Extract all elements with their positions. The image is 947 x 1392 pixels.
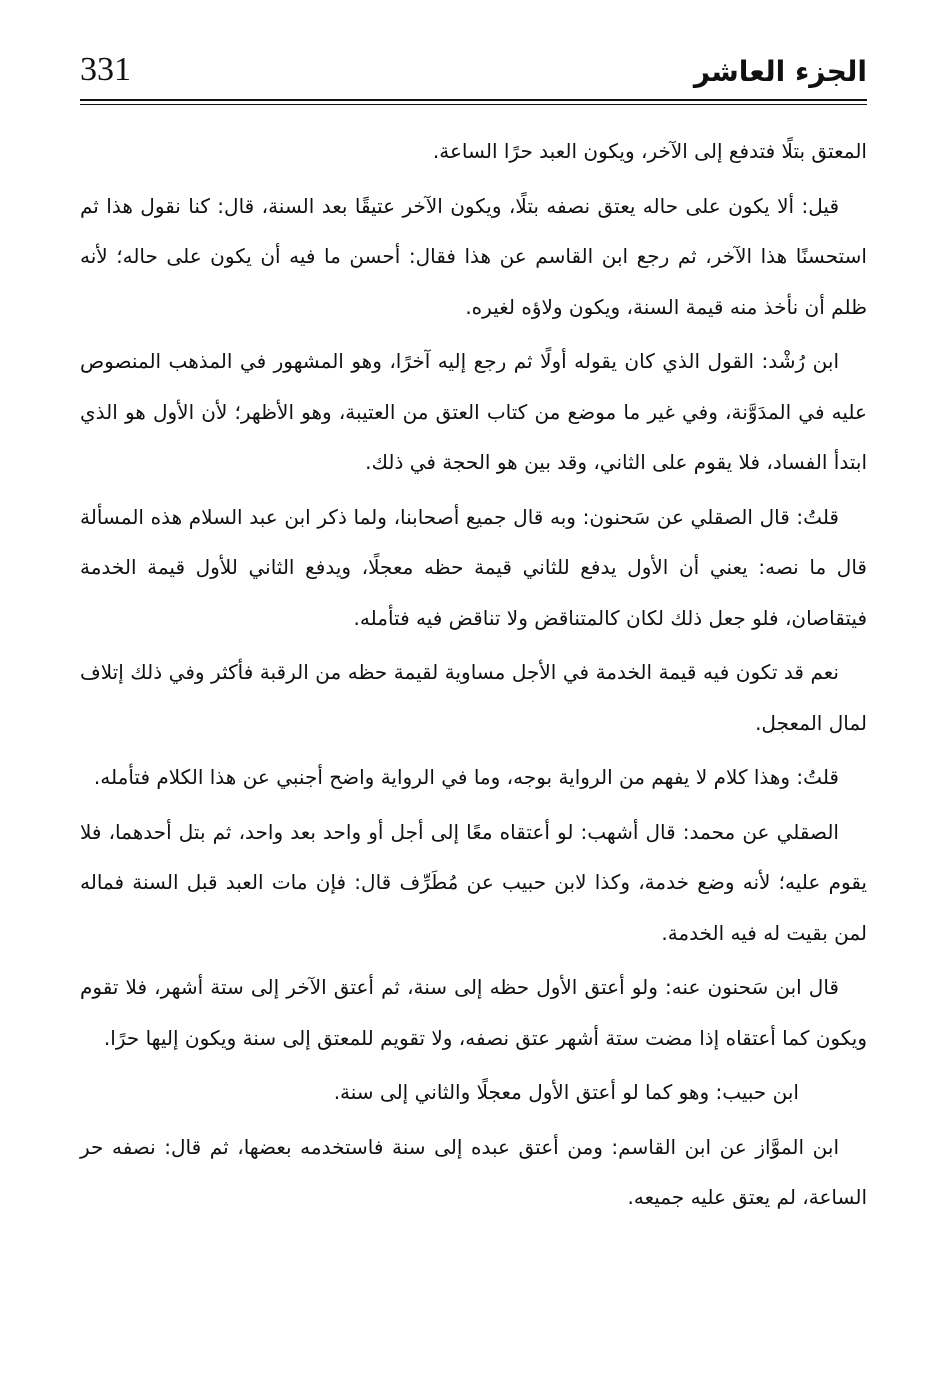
- header-rule: [80, 99, 867, 101]
- page-number: 331: [80, 51, 131, 88]
- paragraph: ابن رُشْد: القول الذي كان يقوله أولًا ثم رجع إليه آخرًا، وهو المشهور في المذهب المنصوص عليه في المدَوَّنة، وفي غير ما موضع من كتاب العتق من العتيبة، وهو الأظهر؛ لأن الأول هو الذي ابتدأ الفساد، فلا يقوم على الثاني، وقد بين هو الحجة في ذلك.: [80, 349, 867, 474]
- paragraph: ابن الموَّاز عن ابن القاسم: ومن أعتق عبده إلى سنة فاستخدمه بعضها، ثم قال: نصفه حر الساعة، لم يعتق عليه جميعه.: [80, 1134, 867, 1209]
- paragraph: نعم قد تكون فيه قيمة الخدمة في الأجل مساوية لقيمة حظه من الرقبة فأكثر وفي ذلك إتلاف لمال المعجل.: [80, 660, 867, 735]
- page-header: [80, 48, 867, 98]
- body-text: [80, 126, 867, 1227]
- paragraph: قلتُ: قال الصقلي عن سَحنون: وبه قال جميع أصحابنا، ولما ذكر ابن عبد السلام هذه المسألة قال ما نصه: يعني أن الأول يدفع للثاني قيمة حظه معجلًا، ويدفع الثاني للأول قيمة الخدمة فيتقاصان، فلو جعل ذلك لكان كالمتناقض ولا تناقض فيه فتأمله.: [80, 504, 867, 630]
- paragraph: قال ابن سَحنون عنه: ولو أعتق الأول حظه إلى سنة، ثم أعتق الآخر إلى ستة أشهر، فلا تقوم ويكون كما أعتقاه إذا مضت ستة أشهر عتق نصفه، ولا تقويم للمعتق إلى سنة ويكون إليها حرًا.: [80, 975, 867, 1050]
- paragraph: ابن حبيب: وهو كما لو أعتق الأول معجلًا والثاني إلى سنة.: [333, 1080, 799, 1104]
- paragraph: قيل: ألا يكون على حاله يعتق نصفه بتلًا، ويكون الآخر عتيقًا بعد السنة، قال: كنا نقول هذا ثم استحسنًا هذا الآخر، ثم رجع ابن القاسم عن هذا فقال: أحسن ما فيه أن يكون على حاله؛ لأنه ظلم أن نأخذ منه قيمة السنة، ويكون ولاؤه لغيره.: [80, 193, 867, 319]
- paragraph: المعتق بتلًا فتدفع إلى الآخر، ويكون العبد حرًا الساعة.: [432, 139, 867, 163]
- running-title: الجزء العاشر: [693, 55, 867, 88]
- paragraph: قلتُ: وهذا كلام لا يفهم من الرواية بوجه، وما في الرواية واضح أجنبي عن هذا الكلام فتأمله.: [93, 765, 839, 789]
- paragraph: الصقلي عن محمد: قال أشهب: لو أعتقاه معًا إلى أجل أو واحد بعد واحد، ثم بتل أحدهما، فلا يقوم عليه؛ لأنه وضع خدمة، وكذا لابن حبيب عن مُطَرِّف قال: فإن مات العبد قبل السنة فماله لمن بقيت له فيه الخدمة.: [80, 819, 867, 945]
- header-rule-thin: [80, 104, 867, 105]
